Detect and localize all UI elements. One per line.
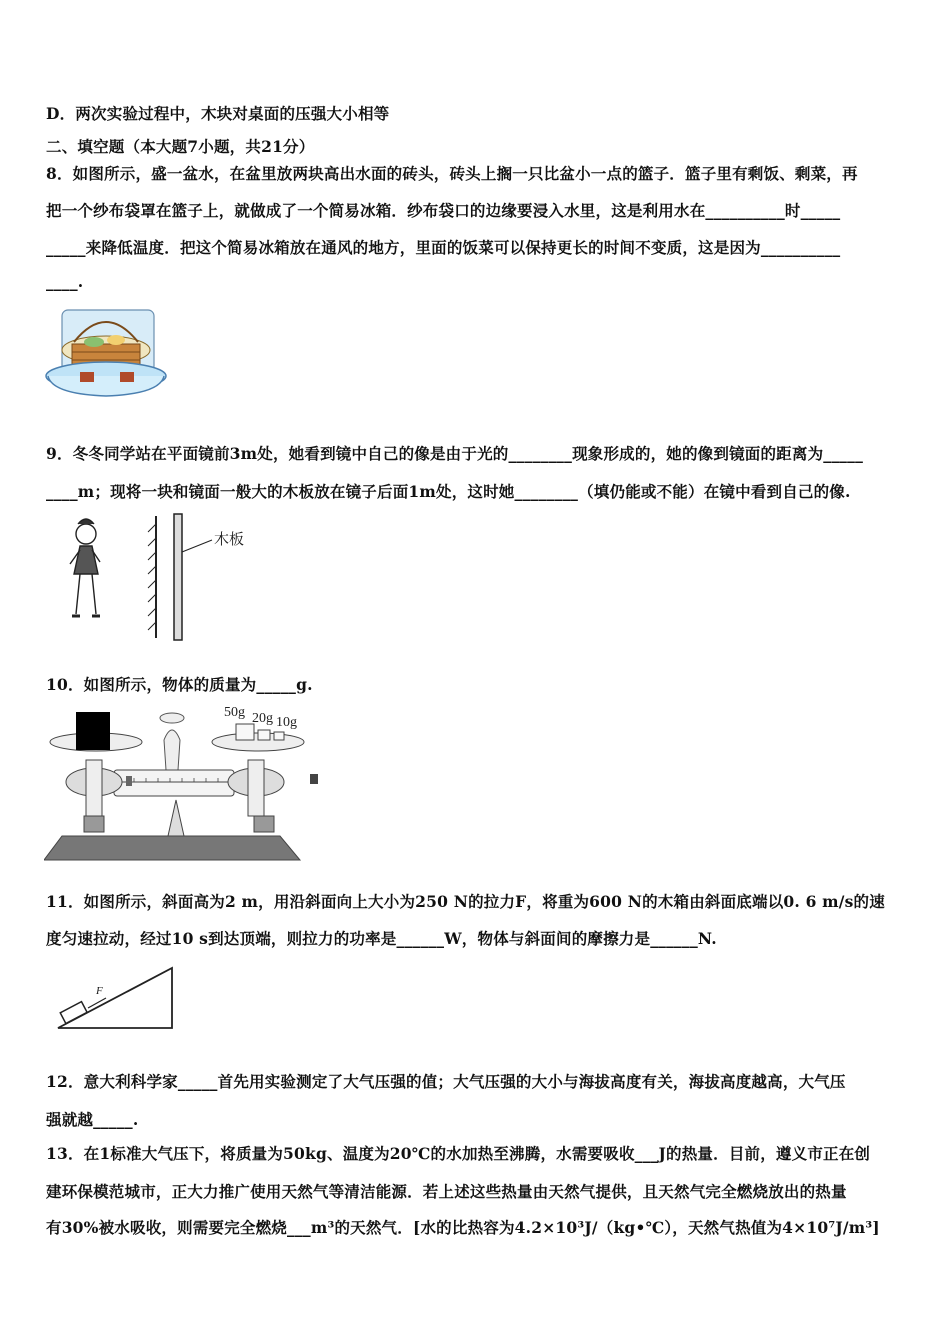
- balance-figure: [44, 700, 324, 866]
- q9-line-2: ____m；现将一块和镜面一般大的木板放在镜子后面1m处，这时她________（填仍能或不能）在镜中看到自己的像.: [46, 482, 851, 501]
- weight-10g: 10g: [276, 715, 297, 730]
- q10-line: 10．如图所示，物体的质量为_____g.: [46, 675, 313, 694]
- q13-line-2: 建环保模范城市，正大力推广使用天然气等清洁能源．若上述这些热量由天然气提供，且天然气完全燃烧放出的热量: [46, 1182, 847, 1201]
- q12-line-1: 12．意大利科学家_____首先用实验测定了大气压强的值；大气压强的大小与海拔高度有关，海拔高度越高，大气压: [46, 1072, 846, 1091]
- q8-line-1: 8．如图所示，盛一盆水，在盆里放两块高出水面的砖头，砖头上搁一只比盆小一点的篮子．篮子里有剩饭、剩菜，再: [46, 164, 858, 183]
- q13-line-1: 13．在1标准大气压下，将质量为50kg、温度为20℃的水加热至沸腾，水需要吸收___J的热量．目前，遵义市正在创: [46, 1144, 871, 1163]
- q9-line-1: 9．冬冬同学站在平面镜前3m处，她看到镜中自己的像是由于光的________现象形成的，她的像到镜面的距离为_____: [46, 444, 864, 463]
- q11-line-1: 11．如图所示，斜面高为2 m，用沿斜面向上大小为250 N的拉力F，将重为600 N的木箱由斜面底端以0. 6 m/s的速: [46, 892, 885, 911]
- incline-figure: [54, 962, 178, 1034]
- q11-line-2: 度匀速拉动，经过10 s到达顶端，则拉力的功率是______W，物体与斜面间的摩擦力是______N.: [46, 929, 717, 948]
- board-label: 木板: [214, 532, 245, 548]
- basket-basin-figure: [44, 306, 174, 400]
- q8-line-3: _____来降低温度．把这个简易冰箱放在通风的地方，里面的饭菜可以保持更长的时间不变质，这是因为__________: [46, 238, 841, 257]
- section-heading: 二、填空题（本大题7小题，共21分）: [46, 137, 315, 156]
- q8-line-4: ____.: [46, 272, 84, 291]
- mirror-board-figure: [52, 510, 262, 646]
- q12-line-2: 强就越_____.: [46, 1110, 139, 1129]
- q8-line-2: 把一个纱布袋罩在篮子上，就做成了一个简易冰箱．纱布袋口的边缘要浸入水里，这是利用水在__________时_____: [46, 201, 841, 220]
- weight-50g: 50g: [224, 705, 245, 720]
- option-d: D．两次实验过程中，木块对桌面的压强大小相等: [46, 104, 390, 123]
- force-label: F: [96, 985, 103, 997]
- q13-line-3: 有30%被水吸收，则需要完全燃烧___m³的天然气．[水的比热容为4.2×10³J/（kg•℃），天然气热值为4×10⁷J/m³]: [46, 1218, 880, 1237]
- weight-20g: 20g: [252, 711, 273, 726]
